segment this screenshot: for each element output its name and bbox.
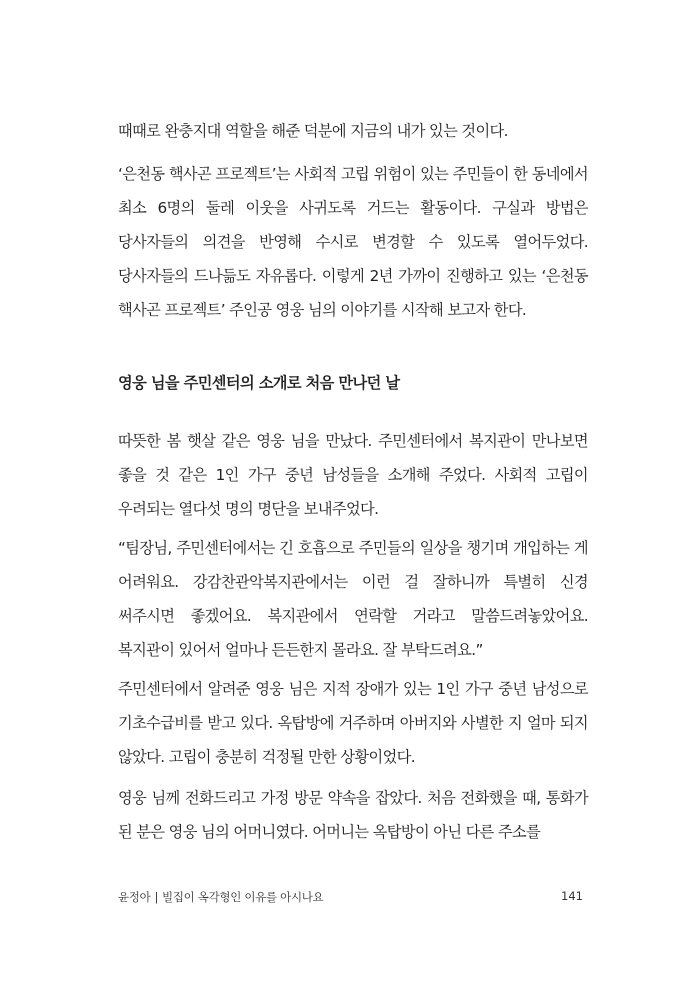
body-paragraph: 때때로 완충지대 역할을 해준 덕분에 지금의 내가 있는 것이다. [118,122,508,140]
body-text-block [118,157,588,327]
body-paragraph: ‘은천동 핵사곤 프로젝트’는 사회적 고립 위험이 있는 주민들이 한 동네에서 최소 6명의 둘레 이웃을 사귀도록 거드는 활동이다. 구실과 방법은 당사자들의 의견을 반영해 수시로 변경할 수 있도록 열어두었다. 당사자들의 드나듦도 자유롭다. 이렇게 2년 가까이 진행하고 있는 ‘은천동 핵사곤 프로젝트’ 주인공 영웅 님의 이야기를 시작해 보고자 한다. [118,165,588,319]
section-heading: 영웅 님을 주민센터의 소개로 처음 만나던 날 [118,374,400,392]
footer-separator: | [154,890,159,904]
page-number: 141 [561,889,583,903]
section-heading-block [118,371,588,395]
body-paragraph: 주민센터에서 알려준 영웅 님은 지적 장애가 있는 1인 가구 중년 남성으로 기초수급비를 받고 있다. 옥탑방에 거주하며 아버지와 사별한 지 얼마 되지 않았다. 고립이 충분히 걱정될 만한 상황이었다. [118,680,588,766]
quote-paragraph: “팀장님, 주민센터에서는 긴 호흡으로 주민들의 일상을 챙기며 개입하는 게 어려워요. 강감찬관악복지관에서는 이런 걸 잘하니까 특별히 신경 써주시면 좋겠어요. 복지관에서 연락할 거라고 말씀드려놓았어요. 복지관이 있어서 얼마나 든든한지 몰라요. 잘 부탁드려요.” [118,539,588,659]
body-text-block [118,114,588,148]
body-text-block [118,424,588,526]
body-paragraph: 따뜻한 봄 햇살 같은 영웅 님을 만났다. 주민센터에서 복지관이 만나보면 좋을 것 같은 1인 가구 중년 남성들을 소개해 주었다. 사회적 고립이 우려되는 열다섯 명의 명단을 보내주었다. [118,432,588,518]
body-text-block [118,781,588,849]
body-paragraph: 영웅 님께 전화드리고 가정 방문 약속을 잡았다. 처음 전화했을 때, 통화가 된 분은 영웅 님의 어머니였다. 어머니는 옥탑방이 아닌 다른 주소를 [118,789,588,841]
body-text-block [118,672,588,774]
footer-chapter-title: 빌집이 옥각형인 이유를 아시나요 [162,890,324,904]
running-footer [118,889,323,905]
footer-author: 윤정아 [118,890,151,904]
body-text-block [118,531,588,667]
